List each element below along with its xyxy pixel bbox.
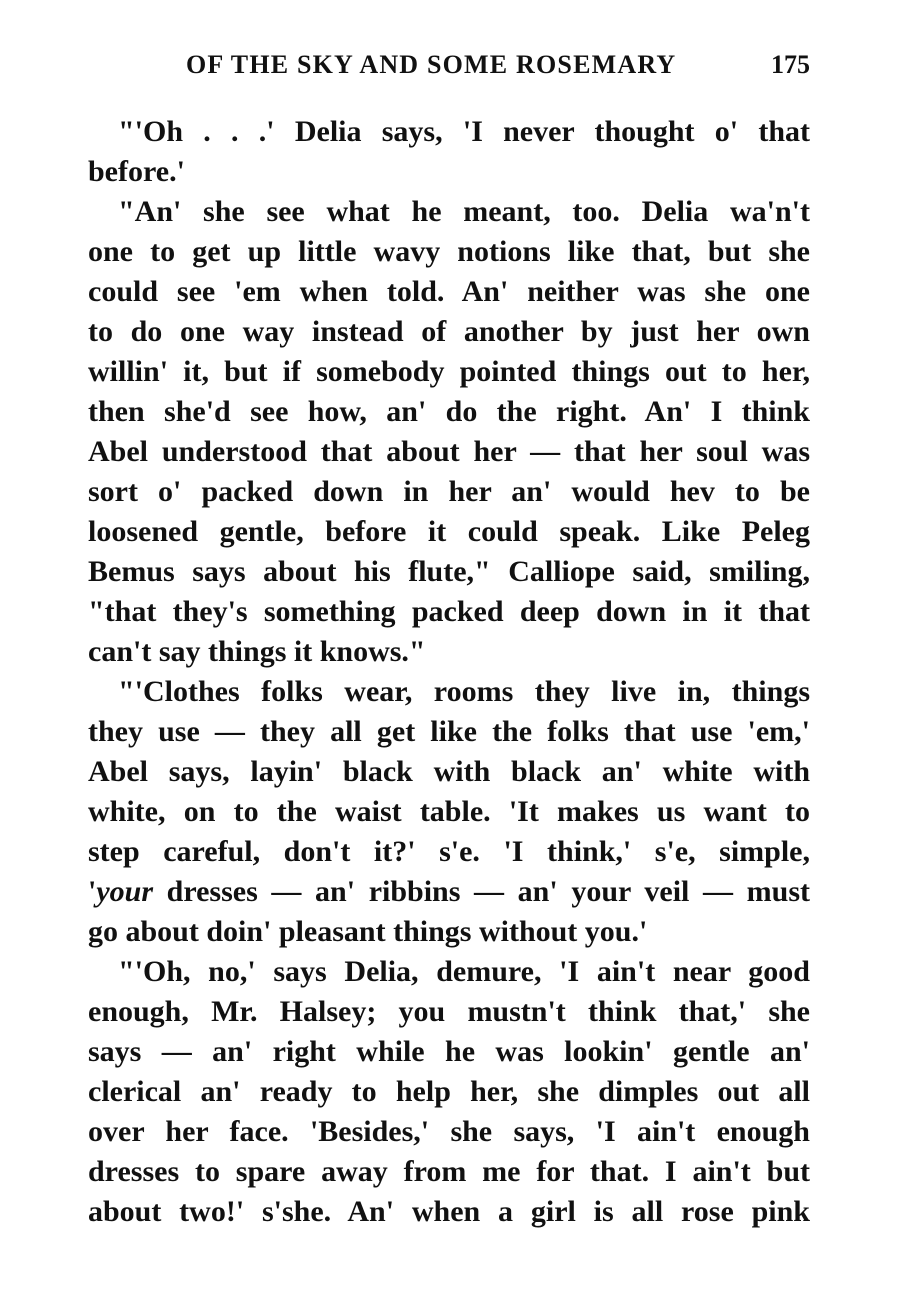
text-line: "'Clothes folks wear, rooms they live in, things [118,675,810,708]
text-line: step careful, don't it?' s'e. 'I think,' s'e, simple, [88,835,810,868]
text-line: "that they's something packed deep down in it that [88,595,810,628]
text-line: dresses to spare away from me for that. I ain't but [88,1155,810,1188]
text-line: over her face. 'Besides,' she says, 'I ain't enough [88,1115,810,1148]
emphasis-text: your [96,875,154,908]
text-line: Abel understood that about her — that her soul was [88,435,810,468]
text-line: white, on to the waist table. 'It makes us want to [88,795,810,828]
body-text [88,112,810,1232]
text-line: Bemus says about his flute," Calliope said, smiling, [88,555,810,588]
text-line: they use — they all get like the folks that use 'em,' [88,715,810,748]
text-line: Abel says, layin' black with black an' white with [88,755,810,788]
page-number: 175 [771,50,810,79]
text-line: to do one way instead of another by just her own [88,315,810,348]
text-line: about two!' s'she. An' when a girl is all rose pink [88,1195,810,1228]
line-segment: ' [88,875,97,908]
text-line: "'Oh . . .' Delia says, 'I never thought o' that [118,115,810,148]
running-head [88,50,810,86]
text-line: willin' it, but if somebody pointed things out to her, [88,355,810,388]
text-line: "An' she see what he meant, too. Delia wa'n't [118,195,810,228]
text-line [88,872,810,912]
text-line: one to get up little wavy notions like that, but she [88,235,810,268]
running-title: OF THE SKY AND SOME ROSEMARY [186,50,677,79]
text-line: can't say things it knows." [88,635,426,668]
text-line: before.' [88,155,185,188]
text-line: go about doin' pleasant things without you.' [88,915,648,948]
text-line: loosened gentle, before it could speak. Like Peleg [88,515,810,548]
text-line: clerical an' ready to help her, she dimples out all [88,1075,810,1108]
text-line: enough, Mr. Halsey; you mustn't think that,' she [88,995,810,1028]
text-line: sort o' packed down in her an' would hev to be [88,475,810,508]
text-line: "'Oh, no,' says Delia, demure, 'I ain't near good [118,955,810,988]
line-segment: dresses — an' ribbins — an' your veil — must [153,875,810,908]
text-line: then she'd see how, an' do the right. An' I think [88,395,810,428]
text-line: says — an' right while he was lookin' gentle an' [88,1035,810,1068]
text-line: could see 'em when told. An' neither was she one [88,275,810,308]
